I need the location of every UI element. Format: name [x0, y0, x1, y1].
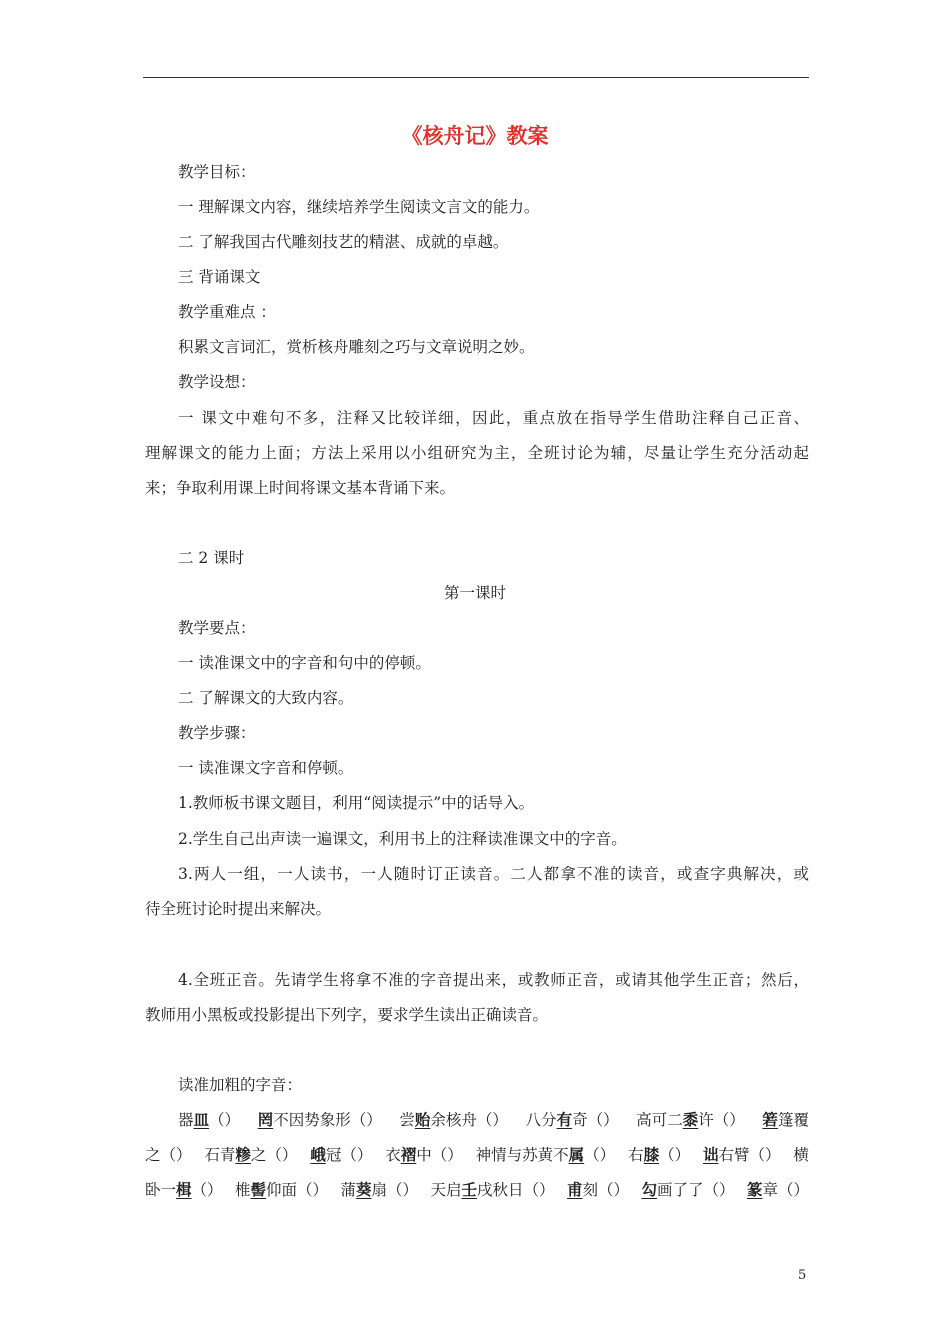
points-heading: 教学要点： [178, 619, 256, 637]
vocab-bold-char: 甫 [567, 1180, 583, 1199]
vocab-item: 衣褶中（） [385, 1145, 463, 1164]
vocab-bold-char: 糁 [235, 1145, 251, 1164]
document-title: 《核舟记》教案 [401, 124, 549, 148]
vocab-bold-char: 勾 [641, 1180, 657, 1199]
vocab-bold-char: 葵 [356, 1180, 372, 1199]
step-item: 2.学生自己出声读一遍课文，利用书上的注释读准课文中的字音。 [178, 830, 627, 848]
vocab-bold-char: 篆 [746, 1180, 763, 1199]
vocab-heading: 读准加粗的字音： [178, 1076, 303, 1094]
objective-item: 三 背诵课文 [178, 268, 261, 286]
vocab-item: 石青糁之（） [204, 1145, 298, 1164]
vocab-bold-char: 有 [556, 1110, 573, 1129]
vocab-item: 八分有奇（） [525, 1110, 619, 1129]
vocab-item: 之（） [145, 1146, 192, 1164]
vocab-bold-char: 罔 [257, 1110, 274, 1129]
step-item-line: 4.全班正音。先请学生将拿不准的字音提出来，或教师正音，或请其他学生正音；然后， [178, 971, 809, 989]
vocab-row [145, 1145, 809, 1165]
vocab-row [145, 1180, 809, 1200]
vocab-item: 峨冠（） [310, 1145, 373, 1164]
objective-item: 二 了解我国古代雕刻技艺的精湛、成就的卓越。 [178, 233, 509, 251]
vocab-item: 蒲葵扇（） [340, 1180, 419, 1199]
design-paragraph-line: 来；争取利用课上时间将课文基本背诵下来。 [145, 479, 456, 497]
vocab-row [178, 1110, 809, 1130]
vocab-item: 卧一楫（） [145, 1180, 223, 1199]
vocab-item: 甫刻（） [567, 1180, 630, 1199]
vocab-item: 天启壬戌秋日（） [430, 1180, 555, 1199]
vocab-bold-char: 髻 [250, 1180, 267, 1199]
vocab-item: 勾画了了（） [641, 1180, 735, 1199]
page-number: 5 [798, 1268, 807, 1283]
lesson-heading: 第一课时 [443, 584, 506, 602]
vocab-item: 器皿（） [178, 1110, 241, 1129]
vocab-bold-char: 属 [568, 1145, 585, 1164]
vocab-item: 高可二黍许（） [636, 1110, 745, 1129]
step-item: 1.教师板书课文题目，利用“阅读提示”中的话导入。 [178, 794, 535, 812]
design-paragraph-line: 理解课文的能力上面；方法上采用以小组研究为主，全班讨论为辅，尽量让学生充分活动起 [145, 444, 809, 462]
vocab-bold-char: 峨 [310, 1145, 326, 1164]
vocab-bold-char: 诎 [702, 1145, 719, 1164]
vocab-item: 右膝（） [628, 1145, 691, 1164]
vocab-item: 神情与苏黄不属（） [475, 1145, 616, 1164]
vocab-item: 诎右臂（） [702, 1145, 781, 1164]
vocab-bold-char: 楫 [176, 1180, 192, 1199]
point-item: 二 了解课文的大致内容。 [178, 689, 354, 707]
vocab-bold-char: 膝 [643, 1145, 660, 1164]
vocab-bold-char: 皿 [193, 1110, 210, 1129]
design-item: 二 2 课时 [178, 549, 245, 567]
header-rule [143, 77, 809, 78]
step-heading: 一 读准课文字音和停顿。 [178, 759, 354, 777]
design-heading: 教学设想： [178, 373, 256, 391]
vocab-bold-char: 箬 [762, 1110, 778, 1129]
vocab-item: 横 [793, 1146, 809, 1164]
vocab-bold-char: 壬 [461, 1180, 478, 1199]
vocab-bold-char: 褶 [400, 1145, 417, 1164]
steps-heading: 教学步骤： [178, 724, 256, 742]
vocab-item: 篆章（） [746, 1180, 809, 1199]
objectives-heading: 教学目标： [178, 163, 256, 181]
vocab-item: 箬篷覆 [762, 1110, 809, 1129]
step-item-line: 待全班讨论时提出来解决。 [145, 900, 332, 918]
difficulty-text: 积累文言词汇，赏析核舟雕刻之巧与文章说明之妙。 [178, 338, 535, 356]
vocab-item: 椎髻仰面（） [235, 1180, 329, 1199]
step-item-line: 教师用小黑板或投影提出下列字，要求学生读出正确读音。 [145, 1006, 549, 1024]
step-item-line: 3.两人一组，一人读书，一人随时订正读音。二人都拿不准的读音，或查字典解决，或 [178, 865, 809, 883]
vocab-item: 尝贻余核舟（） [399, 1110, 508, 1129]
difficulty-heading: 教学重难点 ： [178, 303, 276, 321]
objective-item: 一 理解课文内容，继续培养学生阅读文言文的能力。 [178, 198, 540, 216]
vocab-item: 罔不因势象形（） [257, 1110, 382, 1129]
point-item: 一 读准课文中的字音和句中的停顿。 [178, 654, 431, 672]
vocab-bold-char: 贻 [414, 1110, 431, 1129]
design-paragraph-line: 一 课文中难句不多，注释又比较详细，因此，重点放在指导学生借助注释自己正音、 [178, 409, 809, 427]
vocab-bold-char: 黍 [682, 1110, 699, 1129]
